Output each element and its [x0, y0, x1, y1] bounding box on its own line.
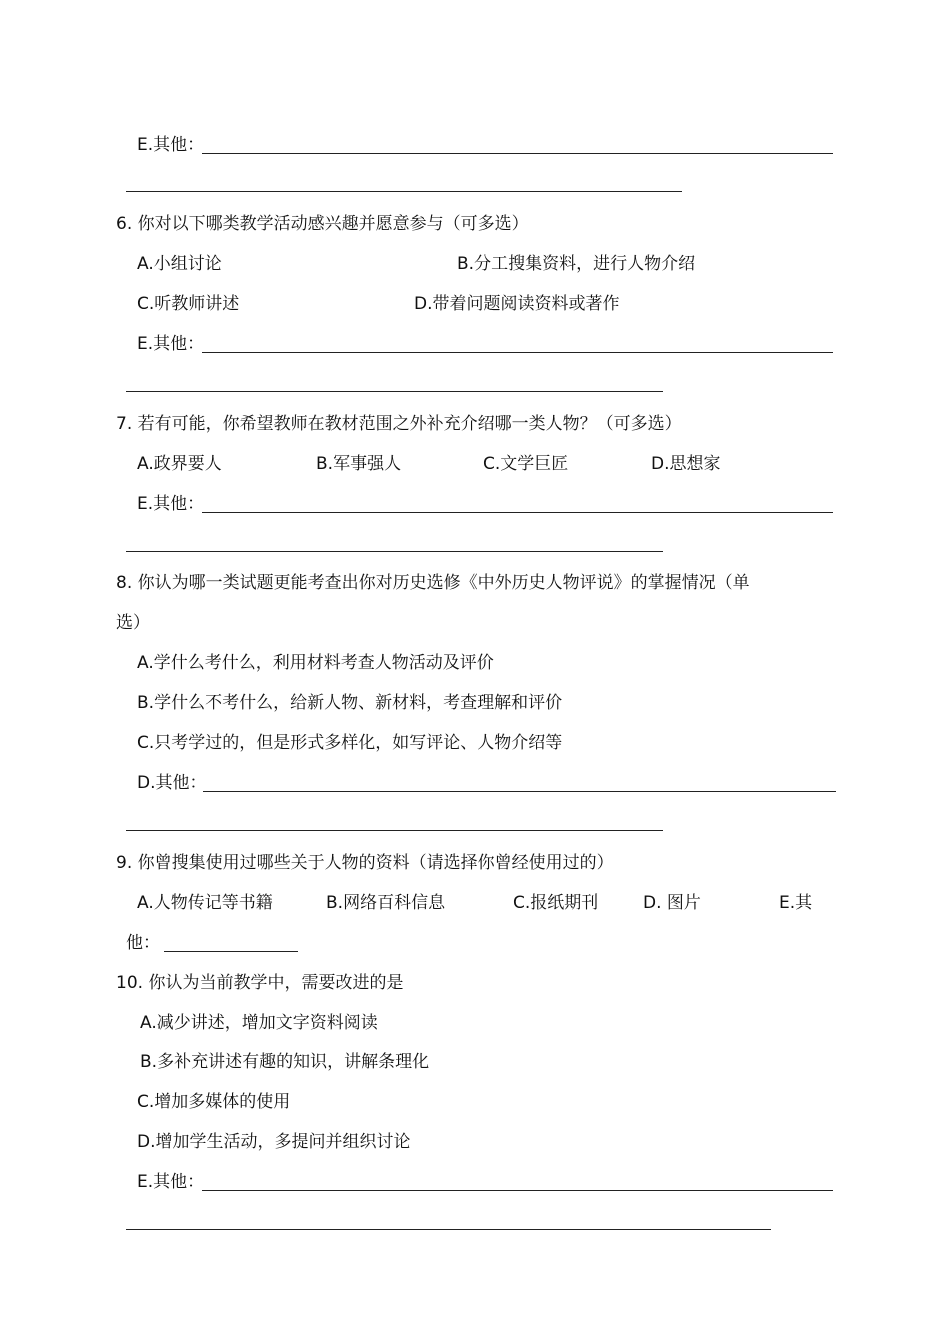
q6-other-line1[interactable] — [202, 352, 833, 353]
q10-option-d[interactable]: D.增加学生活动，多提问并组织讨论 — [137, 1132, 411, 1152]
q6-question: 6. 你对以下哪类教学活动感兴趣并愿意参与（可多选） — [116, 214, 529, 234]
q10-other-line2[interactable] — [126, 1229, 771, 1230]
q8-option-c[interactable]: C.只考学过的，但是形式多样化，如写评论、人物介绍等 — [137, 733, 563, 753]
q10-option-c[interactable]: C.增加多媒体的使用 — [137, 1092, 291, 1112]
q9-other-label-part1: E.其 — [779, 893, 813, 913]
q9-option-c[interactable]: C.报纸期刊 — [513, 893, 599, 913]
q6-option-c[interactable]: C.听教师讲述 — [137, 294, 240, 314]
q7-question: 7. 若有可能，你希望教师在教材范围之外补充介绍哪一类人物？（可多选） — [116, 414, 682, 434]
q6-option-d[interactable]: D.带着问题阅读资料或著作 — [414, 294, 620, 314]
q6-option-a[interactable]: A.小组讨论 — [137, 254, 222, 274]
q7-option-d[interactable]: D.思想家 — [651, 454, 721, 474]
q8-other-label: D.其他： — [137, 773, 207, 793]
q7-other-label: E.其他： — [137, 494, 205, 514]
q6-option-b[interactable]: B.分工搜集资料，进行人物介绍 — [457, 254, 696, 274]
q9-option-a[interactable]: A.人物传记等书籍 — [137, 893, 273, 913]
q7-option-c[interactable]: C.文学巨匠 — [483, 454, 569, 474]
q8-question-line2: 选） — [116, 613, 150, 633]
q7-other-line2[interactable] — [126, 551, 663, 552]
q9-question: 9. 你曾搜集使用过哪些关于人物的资料（请选择你曾经使用过的） — [116, 853, 614, 873]
q10-other-label: E.其他： — [137, 1172, 205, 1192]
q9-option-d[interactable]: D. 图片 — [643, 893, 701, 913]
q7-option-a[interactable]: A.政界要人 — [137, 454, 222, 474]
q7-other-line1[interactable] — [202, 512, 833, 513]
q8-option-b[interactable]: B.学什么不考什么，给新人物、新材料，考查理解和评价 — [137, 693, 563, 713]
q8-other-line2[interactable] — [126, 830, 663, 831]
q10-other-line1[interactable] — [202, 1190, 833, 1191]
q8-question-line1: 8. 你认为哪一类试题更能考查出你对历史选修《中外历史人物评说》的掌握情况（单 — [116, 573, 750, 593]
q9-other-label-part2: 他： — [126, 933, 160, 953]
q5-other-line2[interactable] — [126, 191, 682, 192]
q5-other-label: E.其他： — [137, 135, 205, 155]
q9-option-b[interactable]: B.网络百科信息 — [326, 893, 446, 913]
q10-option-b[interactable]: B.多补充讲述有趣的知识，讲解条理化 — [140, 1052, 430, 1072]
q10-question: 10. 你认为当前教学中，需要改进的是 — [116, 973, 404, 993]
q6-other-label: E.其他： — [137, 334, 205, 354]
q10-option-a[interactable]: A.减少讲述，增加文字资料阅读 — [140, 1013, 378, 1033]
q8-option-a[interactable]: A.学什么考什么，利用材料考查人物活动及评价 — [137, 653, 494, 673]
q5-other-line1[interactable] — [202, 153, 833, 154]
q7-option-b[interactable]: B.军事强人 — [316, 454, 402, 474]
q6-other-line2[interactable] — [126, 391, 663, 392]
q8-other-line1[interactable] — [203, 791, 836, 792]
q9-other-line[interactable] — [164, 951, 298, 952]
